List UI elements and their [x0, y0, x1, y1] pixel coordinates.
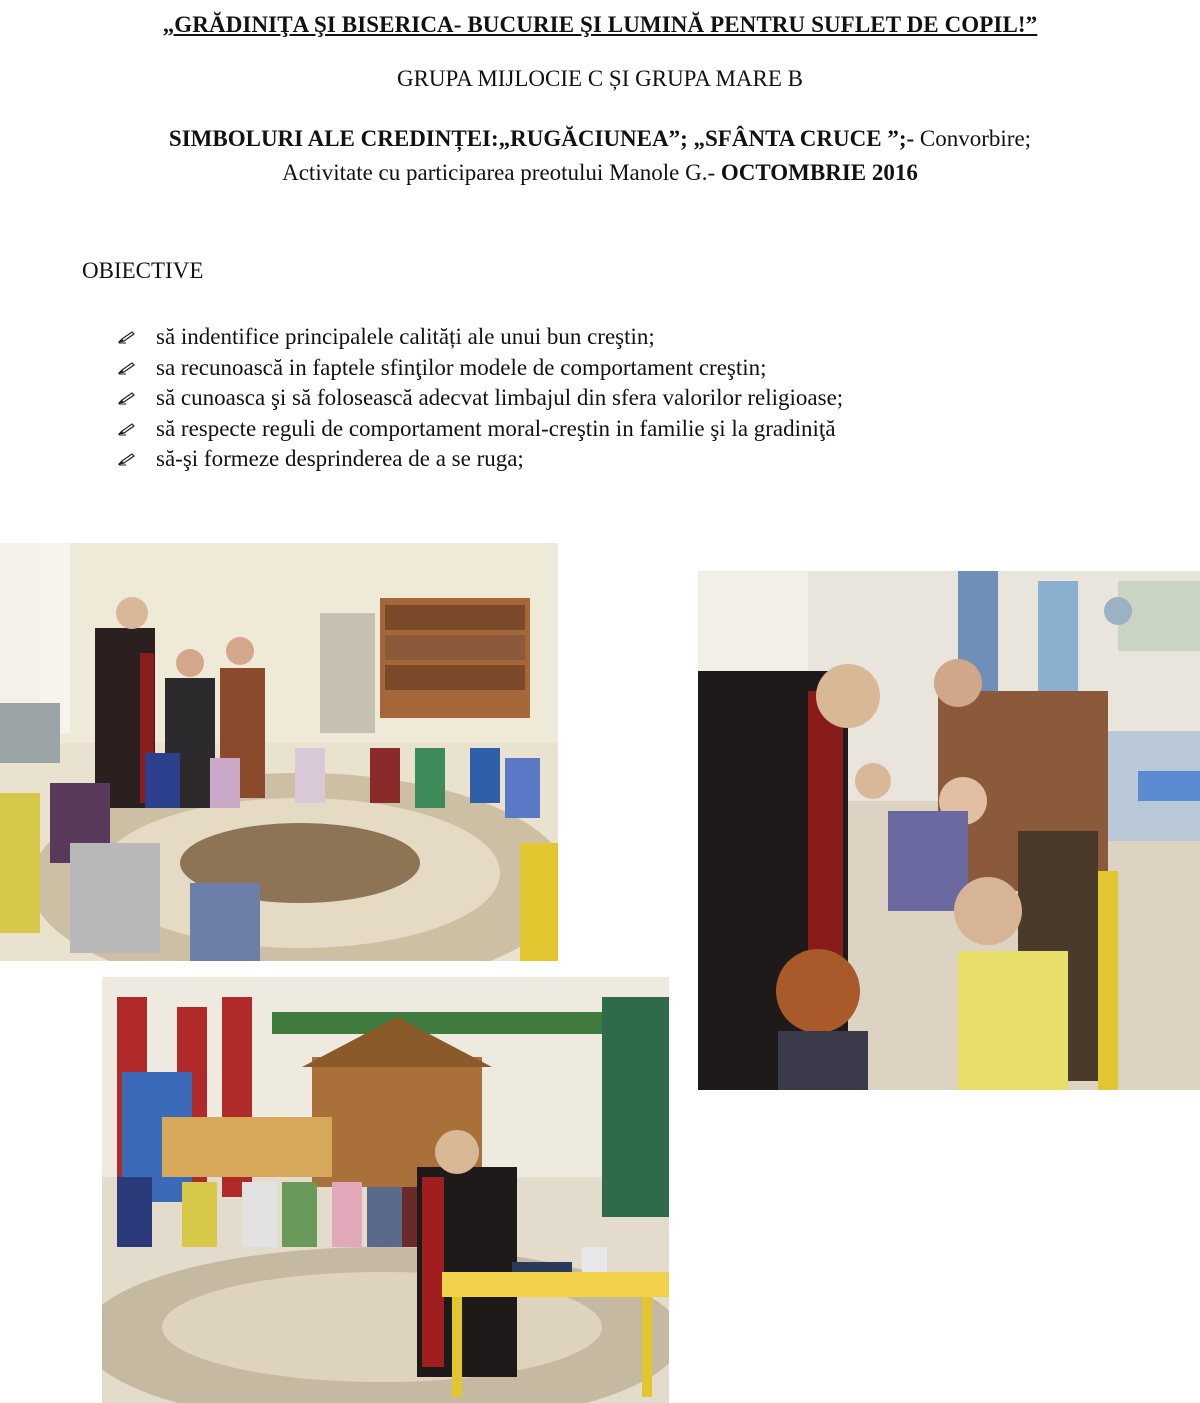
objective-text: să indentifice principalele calități ale unui bun creştin;: [156, 324, 655, 349]
objective-item: [118, 444, 843, 475]
document-title: „GRĂDINIŢA ŞI BISERICA- BUCURIE ŞI LUMINĂ PENTRU SUFLET DE COPIL!”: [162, 12, 1038, 37]
topic-bold-text: SIMBOLURI ALE CREDINȚEI:„RUGĂCIUNEA”; „SFÂNTA CRUCE ”;-: [168, 126, 915, 151]
pencil-bullet-icon: [118, 330, 136, 344]
objective-item: [118, 322, 843, 353]
activity-line: [0, 156, 1200, 190]
objective-text: să-şi formeze desprinderea de a se ruga;: [156, 446, 524, 471]
objectives-list: [118, 322, 843, 475]
priest-blessing-child-photo: [698, 571, 1200, 1090]
activity-date: OCTOMBRIE 2016: [720, 160, 918, 185]
topic-line: [0, 122, 1200, 156]
objective-text: sa recunoască in faptele sfinţilor modele de comportament creştin;: [156, 354, 767, 380]
objective-item: [118, 353, 843, 384]
pencil-bullet-icon: [118, 361, 136, 375]
pencil-bullet-icon: [118, 422, 136, 436]
pencil-bullet-icon: [118, 391, 136, 405]
topic-rest-text: Convorbire;: [914, 126, 1032, 151]
group-subtitle: GRUPA MIJLOCIE C ȘI GRUPA MARE B: [396, 66, 803, 91]
priest-seated-with-children-photo: [102, 977, 669, 1403]
objective-item: [118, 414, 843, 445]
pencil-bullet-icon: [118, 452, 136, 466]
classroom-prayer-photo: [0, 543, 558, 961]
activity-headline: [0, 122, 1200, 190]
objective-text: să respecte reguli de comportament moral-creştin in familie şi la gradiniţă: [156, 415, 836, 441]
objective-text: să cunoasca şi să folosească adecvat limbajul din sfera valorilor religioase;: [156, 385, 844, 410]
objectives-heading: OBIECTIVE: [82, 258, 204, 283]
objective-item: [118, 383, 843, 414]
activity-text: Activitate cu participarea preotului Manole G.-: [282, 160, 721, 185]
